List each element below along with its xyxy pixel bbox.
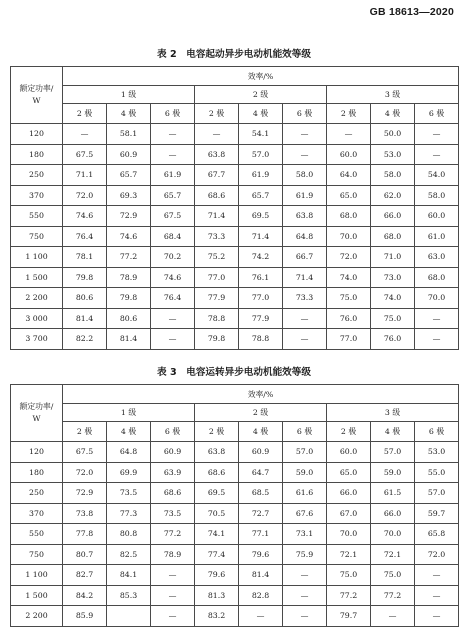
efficiency-cell: 67.5 — [63, 144, 107, 165]
efficiency-cell: 76.0 — [371, 329, 415, 350]
efficiency-cell: 64.8 — [283, 226, 327, 247]
table3-title: 表 3 电容运转异步电动机能效等级 — [157, 367, 311, 378]
efficiency-cell: 69.3 — [107, 185, 151, 206]
pole-header-cell: 6 极 — [415, 422, 459, 442]
rated-power-header: 额定功率/ W — [11, 385, 63, 442]
rated-power-cell: 180 — [11, 144, 63, 165]
efficiency-cell: 77.0 — [239, 288, 283, 309]
rated-power-cell: 750 — [11, 544, 63, 565]
efficiency-cell: 72.9 — [107, 206, 151, 227]
efficiency-cell: 74.0 — [371, 288, 415, 309]
efficiency-cell: 66.7 — [283, 247, 327, 268]
efficiency-cell: 58.1 — [107, 124, 151, 145]
efficiency-cell: 78.8 — [195, 308, 239, 329]
efficiency-cell: 77.3 — [107, 503, 151, 524]
efficiency-cell: 74.2 — [239, 247, 283, 268]
efficiency-cell: 79.7 — [327, 606, 371, 627]
efficiency-cell: 58.0 — [371, 165, 415, 186]
efficiency-cell: 82.5 — [107, 544, 151, 565]
rated-power-cell: 250 — [11, 165, 63, 186]
rated-power-cell: 370 — [11, 185, 63, 206]
efficiency-cell: 78.9 — [107, 267, 151, 288]
efficiency-cell: 60.9 — [151, 442, 195, 463]
efficiency-cell: 72.7 — [239, 503, 283, 524]
efficiency-cell: 70.0 — [415, 288, 459, 309]
pole-header-row — [11, 104, 459, 124]
efficiency-cell: 71.4 — [239, 226, 283, 247]
efficiency-cell: 81.3 — [195, 585, 239, 606]
efficiency-cell: 65.0 — [327, 185, 371, 206]
efficiency-cell: 73.5 — [151, 503, 195, 524]
table3-efficiency-grades — [10, 384, 459, 627]
standard-number: GB 18613—2020 — [369, 6, 454, 18]
efficiency-cell: 67.6 — [283, 503, 327, 524]
pole-header-cell: 6 极 — [283, 104, 327, 124]
efficiency-cell: 67.5 — [151, 206, 195, 227]
efficiency-cell: 65.7 — [151, 185, 195, 206]
efficiency-cell: — — [415, 585, 459, 606]
table-row — [11, 606, 459, 627]
table-row — [11, 124, 459, 145]
efficiency-cell: 77.0 — [327, 329, 371, 350]
efficiency-cell: 69.5 — [239, 206, 283, 227]
efficiency-cell: 73.0 — [371, 267, 415, 288]
efficiency-cell: 53.0 — [415, 442, 459, 463]
efficiency-cell: 63.0 — [415, 247, 459, 268]
table-row — [11, 165, 459, 186]
efficiency-cell: 75.0 — [327, 288, 371, 309]
efficiency-cell: — — [327, 124, 371, 145]
rated-power-header: 额定功率/ W — [11, 67, 63, 124]
efficiency-cell: 66.0 — [327, 483, 371, 504]
efficiency-cell: 73.8 — [63, 503, 107, 524]
efficiency-cell: 72.0 — [327, 247, 371, 268]
pole-header-cell: 4 极 — [107, 422, 151, 442]
efficiency-cell: 54.1 — [239, 124, 283, 145]
pole-header-cell: 4 极 — [107, 104, 151, 124]
efficiency-cell: 77.4 — [195, 544, 239, 565]
efficiency-cell: 78.9 — [151, 544, 195, 565]
grade-3-header: 3 级 — [327, 86, 459, 104]
table-row — [11, 206, 459, 227]
efficiency-cell: — — [415, 144, 459, 165]
efficiency-cell: — — [371, 606, 415, 627]
rated-power-cell: 750 — [11, 226, 63, 247]
pole-header-cell: 2 极 — [195, 422, 239, 442]
efficiency-cell — [107, 606, 151, 627]
grade-header-row — [11, 86, 459, 104]
efficiency-cell: 80.6 — [107, 308, 151, 329]
efficiency-cell: 80.8 — [107, 524, 151, 545]
efficiency-cell: 60.0 — [327, 442, 371, 463]
pole-header-cell: 4 极 — [239, 422, 283, 442]
efficiency-cell: 76.1 — [239, 267, 283, 288]
table-row — [11, 267, 459, 288]
table2-efficiency-grades — [10, 66, 459, 350]
efficiency-cell: 73.1 — [283, 524, 327, 545]
efficiency-cell: 61.9 — [283, 185, 327, 206]
efficiency-cell: 77.9 — [195, 288, 239, 309]
efficiency-cell: 79.6 — [195, 565, 239, 586]
efficiency-cell: 74.0 — [327, 267, 371, 288]
rated-power-cell: 1 500 — [11, 585, 63, 606]
efficiency-cell: 71.0 — [371, 247, 415, 268]
efficiency-cell: — — [283, 144, 327, 165]
efficiency-cell: 57.0 — [371, 442, 415, 463]
efficiency-cell: 74.6 — [63, 206, 107, 227]
efficiency-cell: 57.0 — [283, 442, 327, 463]
table-row — [11, 503, 459, 524]
efficiency-cell: 68.5 — [239, 483, 283, 504]
efficiency-cell: 72.1 — [327, 544, 371, 565]
rated-power-cell: 250 — [11, 483, 63, 504]
efficiency-cell: 64.0 — [327, 165, 371, 186]
efficiency-cell: 70.0 — [327, 524, 371, 545]
efficiency-cell: 83.2 — [195, 606, 239, 627]
rated-power-cell: 3 000 — [11, 308, 63, 329]
efficiency-cell: — — [415, 606, 459, 627]
table-row — [11, 524, 459, 545]
efficiency-cell: — — [283, 329, 327, 350]
efficiency-cell: 65.8 — [415, 524, 459, 545]
efficiency-cell: 50.0 — [371, 124, 415, 145]
efficiency-cell: 68.6 — [195, 185, 239, 206]
efficiency-cell: 73.3 — [195, 226, 239, 247]
grade-2-header: 2 级 — [195, 86, 327, 104]
efficiency-cell: 59.0 — [283, 462, 327, 483]
grade-3-header: 3 级 — [327, 404, 459, 422]
efficiency-cell: — — [151, 585, 195, 606]
efficiency-cell: — — [283, 124, 327, 145]
efficiency-cell: 53.0 — [371, 144, 415, 165]
efficiency-cell: 65.0 — [327, 462, 371, 483]
efficiency-cell: 75.2 — [195, 247, 239, 268]
grade-2-header: 2 级 — [195, 404, 327, 422]
efficiency-cell: — — [415, 308, 459, 329]
table-row — [11, 483, 459, 504]
pole-header-cell: 6 极 — [283, 422, 327, 442]
efficiency-cell: 74.6 — [107, 226, 151, 247]
pole-header-cell: 2 极 — [63, 104, 107, 124]
efficiency-cell: 59.7 — [415, 503, 459, 524]
efficiency-cell: 77.0 — [195, 267, 239, 288]
efficiency-cell: — — [283, 308, 327, 329]
efficiency-cell: — — [195, 124, 239, 145]
efficiency-cell: 57.0 — [239, 144, 283, 165]
efficiency-cell: 77.2 — [371, 585, 415, 606]
efficiency-cell: 68.0 — [415, 267, 459, 288]
efficiency-cell: 65.7 — [107, 165, 151, 186]
efficiency-cell: 76.0 — [327, 308, 371, 329]
rated-power-cell: 120 — [11, 442, 63, 463]
efficiency-cell: — — [283, 585, 327, 606]
rated-power-cell: 2 200 — [11, 288, 63, 309]
rated-power-cell: 2 200 — [11, 606, 63, 627]
pole-header-cell: 4 极 — [239, 104, 283, 124]
table-row — [11, 144, 459, 165]
rated-power-cell: 370 — [11, 503, 63, 524]
pole-header-cell: 6 极 — [151, 104, 195, 124]
efficiency-cell: — — [283, 606, 327, 627]
pole-header-cell: 2 极 — [63, 422, 107, 442]
efficiency-cell: 78.8 — [239, 329, 283, 350]
pole-header-cell: 2 极 — [327, 104, 371, 124]
efficiency-cell: 77.8 — [63, 524, 107, 545]
pole-header-cell: 2 极 — [195, 104, 239, 124]
efficiency-cell: 62.0 — [371, 185, 415, 206]
efficiency-cell: 75.0 — [327, 565, 371, 586]
efficiency-cell: 60.9 — [107, 144, 151, 165]
efficiency-cell: 81.4 — [107, 329, 151, 350]
efficiency-cell: 72.0 — [415, 544, 459, 565]
rated-power-cell: 180 — [11, 462, 63, 483]
efficiency-cell: — — [63, 124, 107, 145]
efficiency-cell: 77.9 — [239, 308, 283, 329]
efficiency-cell: — — [283, 565, 327, 586]
efficiency-cell: 63.8 — [195, 144, 239, 165]
efficiency-header: 效率/% — [63, 67, 459, 86]
efficiency-cell: 68.6 — [195, 462, 239, 483]
efficiency-cell: 72.1 — [371, 544, 415, 565]
efficiency-cell: 79.8 — [63, 267, 107, 288]
table-row — [11, 247, 459, 268]
efficiency-cell: — — [151, 565, 195, 586]
efficiency-cell: 65.7 — [239, 185, 283, 206]
pole-header-cell: 4 极 — [371, 422, 415, 442]
efficiency-cell: 68.6 — [151, 483, 195, 504]
pole-header-cell: 2 极 — [327, 422, 371, 442]
rated-power-cell: 1 100 — [11, 247, 63, 268]
efficiency-cell: — — [151, 329, 195, 350]
efficiency-cell: 68.4 — [151, 226, 195, 247]
table3-body — [11, 442, 459, 627]
efficiency-cell: 77.2 — [151, 524, 195, 545]
efficiency-cell: 61.9 — [151, 165, 195, 186]
efficiency-cell: 82.7 — [63, 565, 107, 586]
efficiency-cell: 77.2 — [107, 247, 151, 268]
efficiency-cell: — — [415, 565, 459, 586]
table-row — [11, 565, 459, 586]
efficiency-cell: 79.8 — [195, 329, 239, 350]
efficiency-cell: — — [151, 308, 195, 329]
rated-power-cell: 1 100 — [11, 565, 63, 586]
efficiency-cell: 72.0 — [63, 462, 107, 483]
efficiency-cell: 68.0 — [327, 206, 371, 227]
efficiency-cell: 61.0 — [415, 226, 459, 247]
efficiency-cell: 60.0 — [327, 144, 371, 165]
efficiency-cell: — — [151, 606, 195, 627]
table-row — [11, 544, 459, 565]
efficiency-cell: — — [239, 606, 283, 627]
efficiency-cell: 63.9 — [151, 462, 195, 483]
table-row — [11, 442, 459, 463]
table-row — [11, 462, 459, 483]
efficiency-cell: 61.6 — [283, 483, 327, 504]
pole-header-row — [11, 422, 459, 442]
efficiency-cell: 80.7 — [63, 544, 107, 565]
efficiency-cell: 85.3 — [107, 585, 151, 606]
efficiency-cell: 67.5 — [63, 442, 107, 463]
grade-1-header: 1 级 — [63, 404, 195, 422]
table-row — [11, 308, 459, 329]
efficiency-cell: 71.4 — [195, 206, 239, 227]
table-row — [11, 585, 459, 606]
efficiency-cell: 76.4 — [151, 288, 195, 309]
efficiency-cell: 58.0 — [283, 165, 327, 186]
efficiency-cell: 55.0 — [415, 462, 459, 483]
efficiency-cell: 63.8 — [283, 206, 327, 227]
efficiency-cell: 60.0 — [415, 206, 459, 227]
efficiency-cell: 64.7 — [239, 462, 283, 483]
efficiency-cell: 63.8 — [195, 442, 239, 463]
efficiency-cell: 76.4 — [63, 226, 107, 247]
efficiency-cell: 75.0 — [371, 308, 415, 329]
grade-header-row — [11, 404, 459, 422]
efficiency-cell: 79.6 — [239, 544, 283, 565]
efficiency-cell: 71.4 — [283, 267, 327, 288]
efficiency-cell: 74.1 — [195, 524, 239, 545]
efficiency-cell: 66.0 — [371, 503, 415, 524]
table-row — [11, 288, 459, 309]
table-row — [11, 329, 459, 350]
efficiency-cell: 70.0 — [371, 524, 415, 545]
efficiency-cell: 67.7 — [195, 165, 239, 186]
table2-body — [11, 124, 459, 350]
rated-power-cell: 550 — [11, 206, 63, 227]
efficiency-cell: 80.6 — [63, 288, 107, 309]
efficiency-cell: 61.5 — [371, 483, 415, 504]
rated-power-cell: 3 700 — [11, 329, 63, 350]
table-row — [11, 185, 459, 206]
table2-title: 表 2 电容起动异步电动机能效等级 — [157, 49, 311, 60]
efficiency-cell: 69.9 — [107, 462, 151, 483]
efficiency-cell: 82.8 — [239, 585, 283, 606]
efficiency-cell: 84.1 — [107, 565, 151, 586]
pole-header-cell: 6 极 — [415, 104, 459, 124]
efficiency-cell: 54.0 — [415, 165, 459, 186]
rated-power-cell: 550 — [11, 524, 63, 545]
efficiency-cell: 73.3 — [283, 288, 327, 309]
efficiency-cell: 81.4 — [63, 308, 107, 329]
efficiency-cell: 70.2 — [151, 247, 195, 268]
grade-1-header: 1 级 — [63, 86, 195, 104]
efficiency-cell: 78.1 — [63, 247, 107, 268]
efficiency-cell: 70.5 — [195, 503, 239, 524]
efficiency-cell: 70.0 — [327, 226, 371, 247]
efficiency-cell: 66.0 — [371, 206, 415, 227]
efficiency-cell: 75.0 — [371, 565, 415, 586]
efficiency-cell: 72.9 — [63, 483, 107, 504]
efficiency-cell: 77.1 — [239, 524, 283, 545]
efficiency-cell: 73.5 — [107, 483, 151, 504]
efficiency-cell: 82.2 — [63, 329, 107, 350]
efficiency-cell: 71.1 — [63, 165, 107, 186]
rated-power-cell: 120 — [11, 124, 63, 145]
efficiency-cell: — — [151, 124, 195, 145]
efficiency-cell: — — [415, 329, 459, 350]
efficiency-cell: 72.0 — [63, 185, 107, 206]
efficiency-cell: 61.9 — [239, 165, 283, 186]
efficiency-cell: — — [415, 124, 459, 145]
table-row — [11, 226, 459, 247]
efficiency-cell: 57.0 — [415, 483, 459, 504]
efficiency-cell: 64.8 — [107, 442, 151, 463]
efficiency-cell: 81.4 — [239, 565, 283, 586]
efficiency-cell: 74.6 — [151, 267, 195, 288]
efficiency-cell: 60.9 — [239, 442, 283, 463]
efficiency-cell: — — [151, 144, 195, 165]
efficiency-cell: 69.5 — [195, 483, 239, 504]
efficiency-cell: 77.2 — [327, 585, 371, 606]
efficiency-cell: 58.0 — [415, 185, 459, 206]
pole-header-cell: 6 极 — [151, 422, 195, 442]
efficiency-cell: 85.9 — [63, 606, 107, 627]
efficiency-cell: 59.0 — [371, 462, 415, 483]
rated-power-cell: 1 500 — [11, 267, 63, 288]
pole-header-cell: 4 极 — [371, 104, 415, 124]
efficiency-header: 效率/% — [63, 385, 459, 404]
efficiency-cell: 75.9 — [283, 544, 327, 565]
efficiency-cell: 84.2 — [63, 585, 107, 606]
efficiency-cell: 79.8 — [107, 288, 151, 309]
efficiency-cell: 67.0 — [327, 503, 371, 524]
efficiency-cell: 68.0 — [371, 226, 415, 247]
